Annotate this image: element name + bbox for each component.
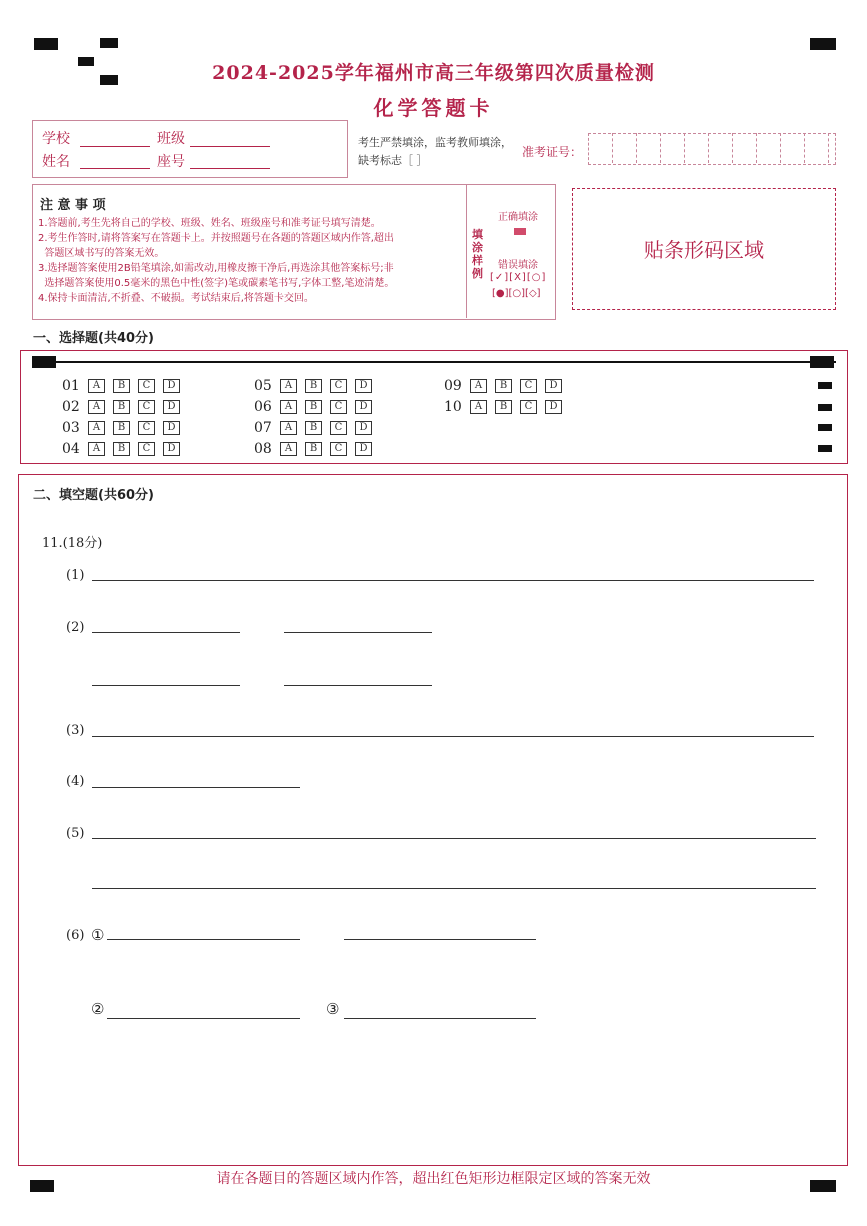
corner-mark-top-left	[34, 38, 58, 50]
choice-bubble-06-b[interactable]: B	[305, 400, 322, 414]
choice-bubble-05-c[interactable]: C	[330, 379, 347, 393]
footer-warning: 请在各题目的答题区域内作答，超出红色矩形边框限定区域的答案无效	[216, 1171, 651, 1187]
absent-note-line1: 考生严禁填涂，监考教师填涂，	[358, 136, 512, 149]
choice-bubble-06-c[interactable]: C	[330, 400, 347, 414]
choice-bubble-07-a[interactable]: A	[280, 421, 297, 435]
choice-bubble-07-c[interactable]: C	[330, 421, 347, 435]
name-label: 姓名	[42, 154, 70, 170]
part-6-sub-2-answer-line[interactable]	[107, 1018, 300, 1019]
choice-bubble-09-b[interactable]: B	[495, 379, 512, 393]
choice-bubble-06-d[interactable]: D	[355, 400, 372, 414]
page-subtitle: 化学答题卡	[373, 96, 494, 120]
barcode-label: 贴条形码区域	[644, 238, 764, 262]
exam-id-cell	[588, 133, 613, 163]
choice-bubble-02-a[interactable]: A	[88, 400, 105, 414]
question-number: 10	[444, 399, 462, 415]
choice-question-06	[254, 399, 380, 415]
timing-mark	[810, 356, 834, 368]
corner-mark-top-right	[810, 38, 836, 50]
school-field[interactable]	[80, 146, 150, 147]
school-label: 学校	[42, 131, 70, 147]
choice-bubble-10-d[interactable]: D	[545, 400, 562, 414]
notice-item-1: 1.答题前,考生先将自己的学校、班级、姓名、班级座号和准考证号填写清楚。	[38, 218, 381, 229]
choice-bubble-02-d[interactable]: D	[163, 400, 180, 414]
choice-bubble-03-a[interactable]: A	[88, 421, 105, 435]
exam-id-cell	[780, 133, 805, 163]
choice-bubble-08-c[interactable]: C	[330, 442, 347, 456]
exam-id-cell	[612, 133, 637, 163]
choice-bubble-05-b[interactable]: B	[305, 379, 322, 393]
question-number: 05	[254, 378, 272, 394]
choice-bubble-08-d[interactable]: D	[355, 442, 372, 456]
notice-item-3b: 选择题答案使用0.5毫米的黑色中性(签字)笔或碳素笔书写,字体工整,笔迹清楚。	[38, 278, 395, 289]
exam-id-label: 准考证号：	[522, 145, 583, 159]
seat-label: 座号	[157, 154, 185, 170]
part-6-sub-1-answer-line[interactable]	[107, 939, 300, 940]
choice-bubble-04-b[interactable]: B	[113, 442, 130, 456]
choice-bubble-01-b[interactable]: B	[113, 379, 130, 393]
wrong-fill-label: 错误填涂	[498, 260, 538, 271]
section2-heading: 二、填空题(共60分)	[33, 488, 154, 503]
part-6-label: (6)	[66, 928, 85, 943]
exam-id-cell	[660, 133, 685, 163]
choice-question-09	[444, 378, 570, 394]
name-field[interactable]	[80, 168, 150, 169]
correct-fill-label: 正确填涂	[498, 212, 538, 223]
question-number: 06	[254, 399, 272, 415]
fill-answer-area	[18, 474, 848, 1166]
exam-id-cell	[732, 133, 757, 163]
part-4-answer-line[interactable]	[92, 787, 300, 788]
part-2-answer-line-b[interactable]	[284, 632, 432, 633]
exam-id-cell	[684, 133, 709, 163]
choice-bubble-03-c[interactable]: C	[138, 421, 155, 435]
choice-question-08	[254, 441, 380, 457]
exam-id-cell	[708, 133, 733, 163]
choice-question-03	[62, 420, 188, 436]
choice-bubble-02-b[interactable]: B	[113, 400, 130, 414]
choice-bubble-03-b[interactable]: B	[113, 421, 130, 435]
choice-bubble-01-a[interactable]: A	[88, 379, 105, 393]
part-6-sub-2-label: ②	[91, 1000, 105, 1018]
choice-bubble-05-a[interactable]: A	[280, 379, 297, 393]
choice-question-01	[62, 378, 188, 394]
section1-heading: 一、选择题(共40分)	[33, 331, 154, 346]
class-field[interactable]	[190, 146, 270, 147]
choice-bubble-07-b[interactable]: B	[305, 421, 322, 435]
part-5-answer-line-a[interactable]	[92, 838, 816, 839]
choice-bubble-01-c[interactable]: C	[138, 379, 155, 393]
sample-divider	[466, 184, 467, 318]
choice-bubble-01-d[interactable]: D	[163, 379, 180, 393]
choice-bubble-04-c[interactable]: C	[138, 442, 155, 456]
choice-question-02	[62, 399, 188, 415]
choice-bubble-09-a[interactable]: A	[470, 379, 487, 393]
timing-mark	[100, 38, 118, 48]
choice-bubble-04-a[interactable]: A	[88, 442, 105, 456]
choice-bubble-10-a[interactable]: A	[470, 400, 487, 414]
notice-item-2b: 答题区域书写的答案无效。	[38, 248, 165, 259]
choice-bubble-09-c[interactable]: C	[520, 379, 537, 393]
notice-heading: 注 意 事 项	[40, 198, 106, 213]
choice-bubble-03-d[interactable]: D	[163, 421, 180, 435]
part-6-sub-3-answer-line[interactable]	[344, 1018, 536, 1019]
part-1-answer-line[interactable]	[92, 580, 814, 581]
part-6-answer-line-b[interactable]	[344, 939, 536, 940]
part-2-answer-line-a[interactable]	[92, 632, 240, 633]
choice-bubble-07-d[interactable]: D	[355, 421, 372, 435]
part-6-sub-1-label: ①	[91, 926, 105, 944]
part-3-answer-line[interactable]	[92, 736, 814, 737]
timing-mark	[32, 356, 56, 368]
part-3-label: (3)	[66, 723, 85, 738]
choice-bubble-02-c[interactable]: C	[138, 400, 155, 414]
wrong-fill-samples: [✓][X][○]	[490, 272, 547, 283]
choice-question-10	[444, 399, 570, 415]
choice-bubble-09-d[interactable]: D	[545, 379, 562, 393]
timing-mark	[818, 445, 832, 452]
question-number: 07	[254, 420, 272, 436]
absent-note-line2: 缺考标志［ ］	[358, 154, 428, 167]
timing-mark	[818, 404, 832, 411]
student-info-box	[32, 120, 348, 178]
notice-item-2: 2.考生作答时,请将答案写在答题卡上。并按照题号在各题的答题区域内作答,超出	[38, 233, 394, 244]
question-number: 03	[62, 420, 80, 436]
choice-bubble-05-d[interactable]: D	[355, 379, 372, 393]
choice-question-05	[254, 378, 380, 394]
correct-fill-sample	[514, 228, 526, 235]
page-title: 2024-2025学年福州市高三年级第四次质量检测	[212, 62, 655, 84]
question-number: 04	[62, 441, 80, 457]
question-number: 02	[62, 399, 80, 415]
choice-bubble-08-b[interactable]: B	[305, 442, 322, 456]
part-2-answer-line-c[interactable]	[92, 685, 240, 686]
part-5-label: (5)	[66, 826, 85, 841]
choice-bubble-10-c[interactable]: C	[520, 400, 537, 414]
part-1-label: (1)	[66, 568, 85, 583]
timing-mark	[818, 424, 832, 431]
part-4-label: (4)	[66, 774, 85, 789]
choice-question-04	[62, 441, 188, 457]
notice-item-4: 4.保持卡面清洁,不折叠、不破损。考试结束后,将答题卡交回。	[38, 293, 314, 304]
notice-item-3: 3.选择题答案使用2B铅笔填涂,如需改动,用橡皮擦干净后,再选涂其他答案标号;非	[38, 263, 394, 274]
choice-bubble-08-a[interactable]: A	[280, 442, 297, 456]
question-11-label: 11.(18分)	[42, 536, 103, 551]
part-2-label: (2)	[66, 620, 85, 635]
wrong-fill-samples-2: [●][○][◇]	[492, 288, 541, 299]
choice-top-rule	[32, 361, 836, 363]
part-6-sub-3-label: ③	[326, 1000, 340, 1018]
choice-question-07	[254, 420, 380, 436]
class-label: 班级	[157, 131, 185, 147]
exam-id-cell	[804, 133, 829, 163]
question-number: 08	[254, 441, 272, 457]
choice-bubble-06-a[interactable]: A	[280, 400, 297, 414]
exam-id-cell	[636, 133, 661, 163]
part-2-answer-line-d[interactable]	[284, 685, 432, 686]
question-number: 01	[62, 378, 80, 394]
exam-id-cell	[756, 133, 781, 163]
sample-label: 填涂样例	[472, 228, 483, 280]
choice-bubble-04-d[interactable]: D	[163, 442, 180, 456]
seat-field[interactable]	[190, 168, 270, 169]
part-5-answer-line-b[interactable]	[92, 888, 816, 889]
choice-bubble-10-b[interactable]: B	[495, 400, 512, 414]
question-number: 09	[444, 378, 462, 394]
timing-mark	[818, 382, 832, 389]
